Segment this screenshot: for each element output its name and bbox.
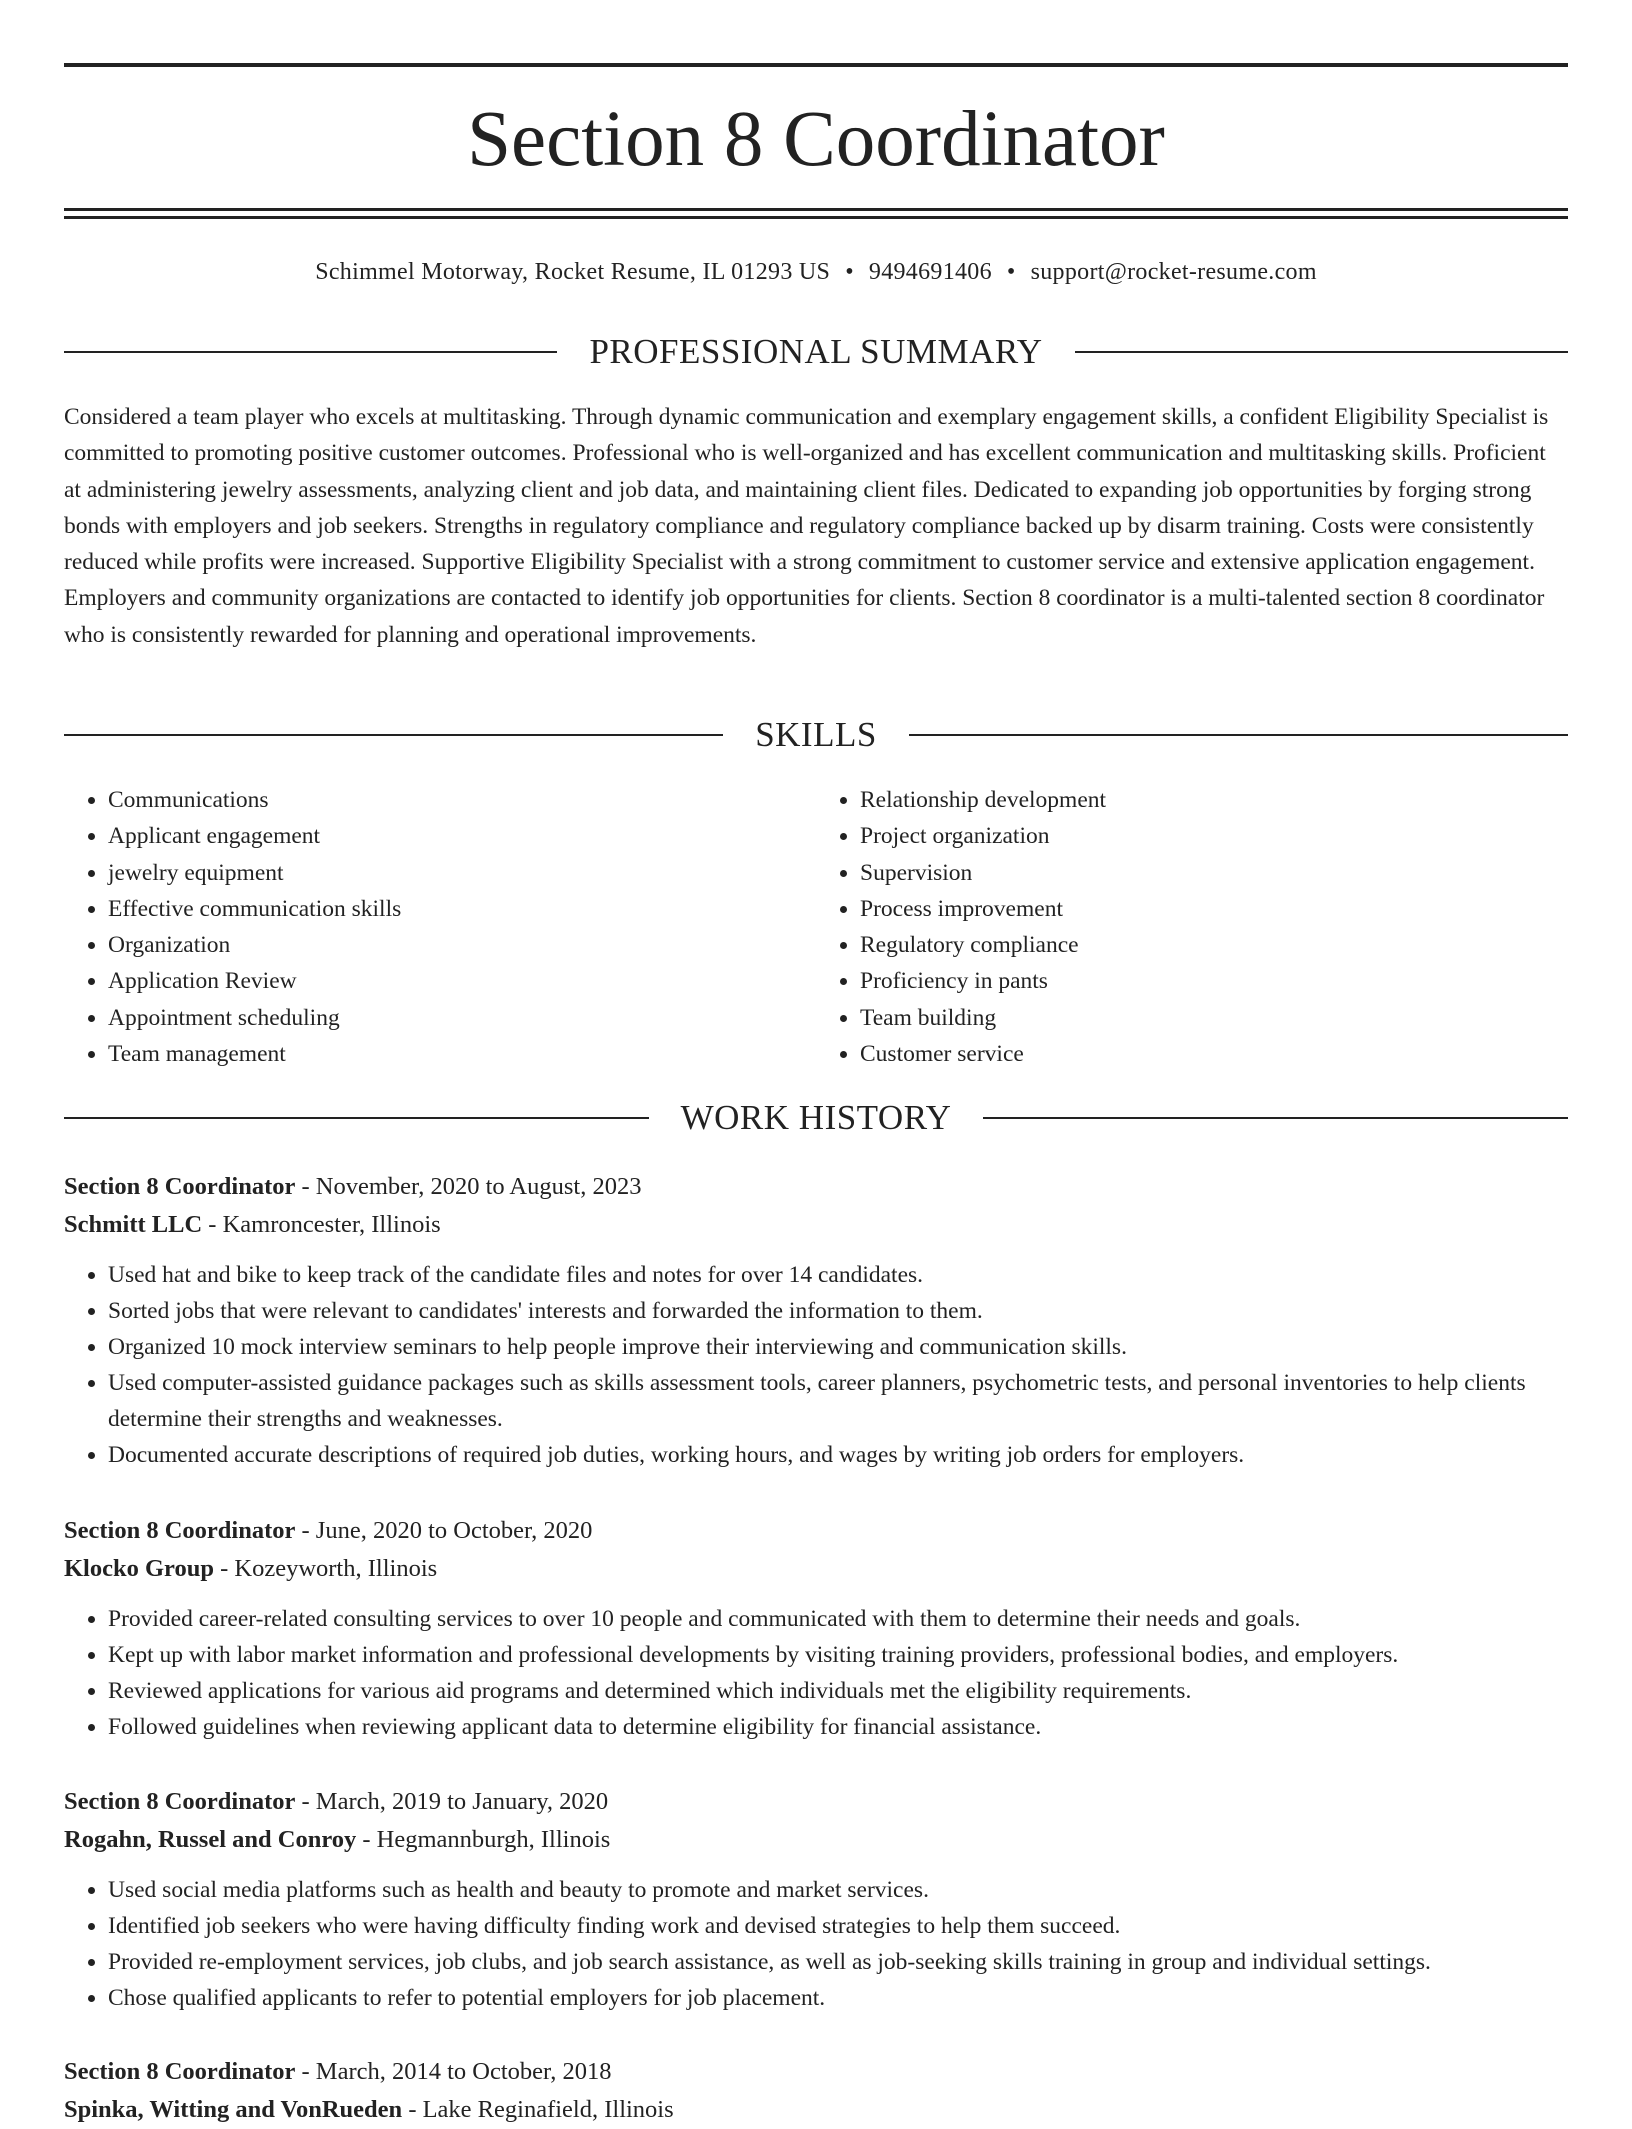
job-company-line bbox=[64, 1821, 1568, 1859]
header-double-rule-upper bbox=[64, 208, 1568, 211]
job-location: - Hegmannburgh, Illinois bbox=[356, 1826, 611, 1853]
contact-address: Schimmel Motorway, Rocket Resume, IL 01293 US bbox=[315, 259, 831, 285]
contact-phone: 9494691406 bbox=[868, 259, 992, 285]
heading-rule-right bbox=[1075, 351, 1568, 353]
job-dates: - March, 2019 to January, 2020 bbox=[295, 1788, 609, 1815]
skill-item: • Process improvement bbox=[860, 891, 1568, 927]
job-location: - Lake Reginafield, Illinois bbox=[402, 2096, 674, 2123]
job-bullet: • Organized 10 mock interview seminars to help people improve their interviewing and communication skills. bbox=[108, 1329, 1568, 1365]
skill-item: • Appointment scheduling bbox=[108, 1000, 816, 1036]
work-history-heading-text: WORK HISTORY bbox=[680, 1098, 952, 1137]
job-dates: - November, 2020 to August, 2023 bbox=[295, 1173, 642, 1200]
job-bullet: • Sorted jobs that were relevant to candidates' interests and forwarded the information to them. bbox=[108, 1293, 1568, 1329]
job-dates: - March, 2014 to October, 2018 bbox=[295, 2058, 612, 2085]
job-bullets bbox=[64, 1872, 1568, 2016]
skill-item: • Proficiency in pants bbox=[860, 963, 1568, 999]
work-history-heading bbox=[64, 1098, 1568, 1138]
skill-item: • Regulatory compliance bbox=[860, 927, 1568, 963]
job-bullet: • Followed guidelines when reviewing applicant data to determine eligibility for financial assistance. bbox=[108, 1709, 1568, 1745]
job-company: Klocko Group bbox=[64, 1555, 214, 1582]
skill-item: • Customer service bbox=[860, 1036, 1568, 1072]
job-bullet: • Chose qualified applicants to refer to potential employers for job placement. bbox=[108, 1980, 1568, 2016]
skills-heading bbox=[64, 715, 1568, 755]
skills-heading-text: SKILLS bbox=[755, 715, 877, 754]
job-bullets bbox=[64, 1601, 1568, 1745]
job-bullet: • Documented accurate descriptions of required job duties, working hours, and wages by writing job orders for employers. bbox=[108, 1437, 1568, 1473]
summary-heading bbox=[64, 332, 1568, 372]
heading-rule-right bbox=[909, 734, 1568, 736]
job-entry bbox=[64, 1783, 1568, 2016]
heading-rule-right bbox=[983, 1117, 1568, 1119]
skill-item: • Team building bbox=[860, 1000, 1568, 1036]
summary-heading-text: PROFESSIONAL SUMMARY bbox=[589, 332, 1043, 371]
header-top-rule bbox=[64, 63, 1568, 67]
job-title-line bbox=[64, 1168, 1568, 1206]
job-company: Spinka, Witting and VonRueden bbox=[64, 2096, 403, 2123]
job-bullet: • Used computer-assisted guidance packages such as skills assessment tools, career planners, psychometric tests, and personal inventories to help clients determine their strengths and weaknesses. bbox=[108, 1365, 1568, 1437]
skill-item: • jewelry equipment bbox=[108, 855, 816, 891]
heading-rule-left bbox=[64, 1117, 649, 1119]
job-entry bbox=[64, 1512, 1568, 1745]
skill-item: • Organization bbox=[108, 927, 816, 963]
job-bullet: • Used hat and bike to keep track of the candidate files and notes for over 14 candidates. bbox=[108, 1257, 1568, 1293]
job-bullet: • Used social media platforms such as health and beauty to promote and market services. bbox=[108, 1872, 1568, 1908]
skill-item: • Team management bbox=[108, 1036, 816, 1072]
job-bullet: • Kept up with labor market information and professional developments by visiting training providers, professional bodies, and employers. bbox=[108, 1637, 1568, 1673]
job-title: Section 8 Coordinator bbox=[64, 2058, 296, 2085]
header-double-rule-lower bbox=[64, 216, 1568, 219]
skill-item: • Applicant engagement bbox=[108, 818, 816, 854]
job-title-line bbox=[64, 1783, 1568, 1821]
contact-separator: • bbox=[845, 259, 854, 285]
job-bullet: • Provided career-related consulting services to over 10 people and communicated with them to determine their needs and goals. bbox=[108, 1601, 1568, 1637]
job-company-line bbox=[64, 1550, 1568, 1588]
job-entry bbox=[64, 1168, 1568, 1473]
skills-column-right bbox=[816, 782, 1568, 1072]
job-title: Section 8 Coordinator bbox=[64, 1517, 296, 1544]
job-company-line bbox=[64, 2091, 1568, 2129]
summary-paragraph: Considered a team player who excels at multitasking. Through dynamic communication and exemplary engagement skills, a confident Eligibility Specialist is committed to promoting positive customer outcomes. Professional who is well-organized and has excellent communication and multitasking skills. Proficient at administering jewelry assessments, analyzing client and job data, and maintaining client files. Dedicated to expanding job opportunities by forging strong bonds with employers and job seekers. Strengths in regulatory compliance and regulatory compliance backed up by disarm training. Costs were consistently reduced while profits were increased. Supportive Eligibility Specialist with a strong commitment to customer service and extensive application engagement. Employers and community organizations are contacted to identify job opportunities for clients. Section 8 coordinator is a multi-talented section 8 coordinator who is consistently rewarded for planning and operational improvements. bbox=[64, 404, 1549, 648]
skills-column-left bbox=[64, 782, 816, 1072]
job-bullet: • Identified job seekers who were having difficulty finding work and devised strategies to help them succeed. bbox=[108, 1908, 1568, 1944]
skill-item: • Project organization bbox=[860, 818, 1568, 854]
job-bullet: • Reviewed applications for various aid programs and determined which individuals met the eligibility requirements. bbox=[108, 1673, 1568, 1709]
skills-list bbox=[64, 782, 1568, 1072]
skill-item: • Application Review bbox=[108, 963, 816, 999]
job-title: Section 8 Coordinator bbox=[64, 1173, 296, 1200]
contact-separator: • bbox=[1006, 259, 1016, 285]
job-location: - Kozeyworth, Illinois bbox=[213, 1555, 438, 1582]
contact-email: support@rocket-resume.com bbox=[1030, 259, 1317, 285]
skill-item: • Communications bbox=[108, 782, 816, 818]
job-company: Rogahn, Russel and Conroy bbox=[64, 1826, 357, 1853]
candidate-name: Section 8 Coordinator bbox=[467, 96, 1165, 183]
job-location: - Kamroncester, Illinois bbox=[202, 1211, 441, 1238]
job-bullet: • Provided re-employment services, job clubs, and job search assistance, as well as job-seeking skills training in group and individual settings. bbox=[108, 1944, 1568, 1980]
job-company: Schmitt LLC bbox=[64, 1211, 203, 1238]
heading-rule-left bbox=[64, 734, 723, 736]
job-entry bbox=[64, 2053, 1568, 2129]
job-title: Section 8 Coordinator bbox=[64, 1788, 296, 1815]
skill-item: • Supervision bbox=[860, 855, 1568, 891]
contact-line bbox=[64, 256, 1568, 288]
job-company-line bbox=[64, 1206, 1568, 1244]
job-title-line bbox=[64, 2053, 1568, 2091]
skill-item: • Effective communication skills bbox=[108, 891, 816, 927]
heading-rule-left bbox=[64, 351, 557, 353]
job-bullets bbox=[64, 1257, 1568, 1473]
skill-item: • Relationship development bbox=[860, 782, 1568, 818]
job-title-line bbox=[64, 1512, 1568, 1550]
job-dates: - June, 2020 to October, 2020 bbox=[295, 1517, 593, 1544]
